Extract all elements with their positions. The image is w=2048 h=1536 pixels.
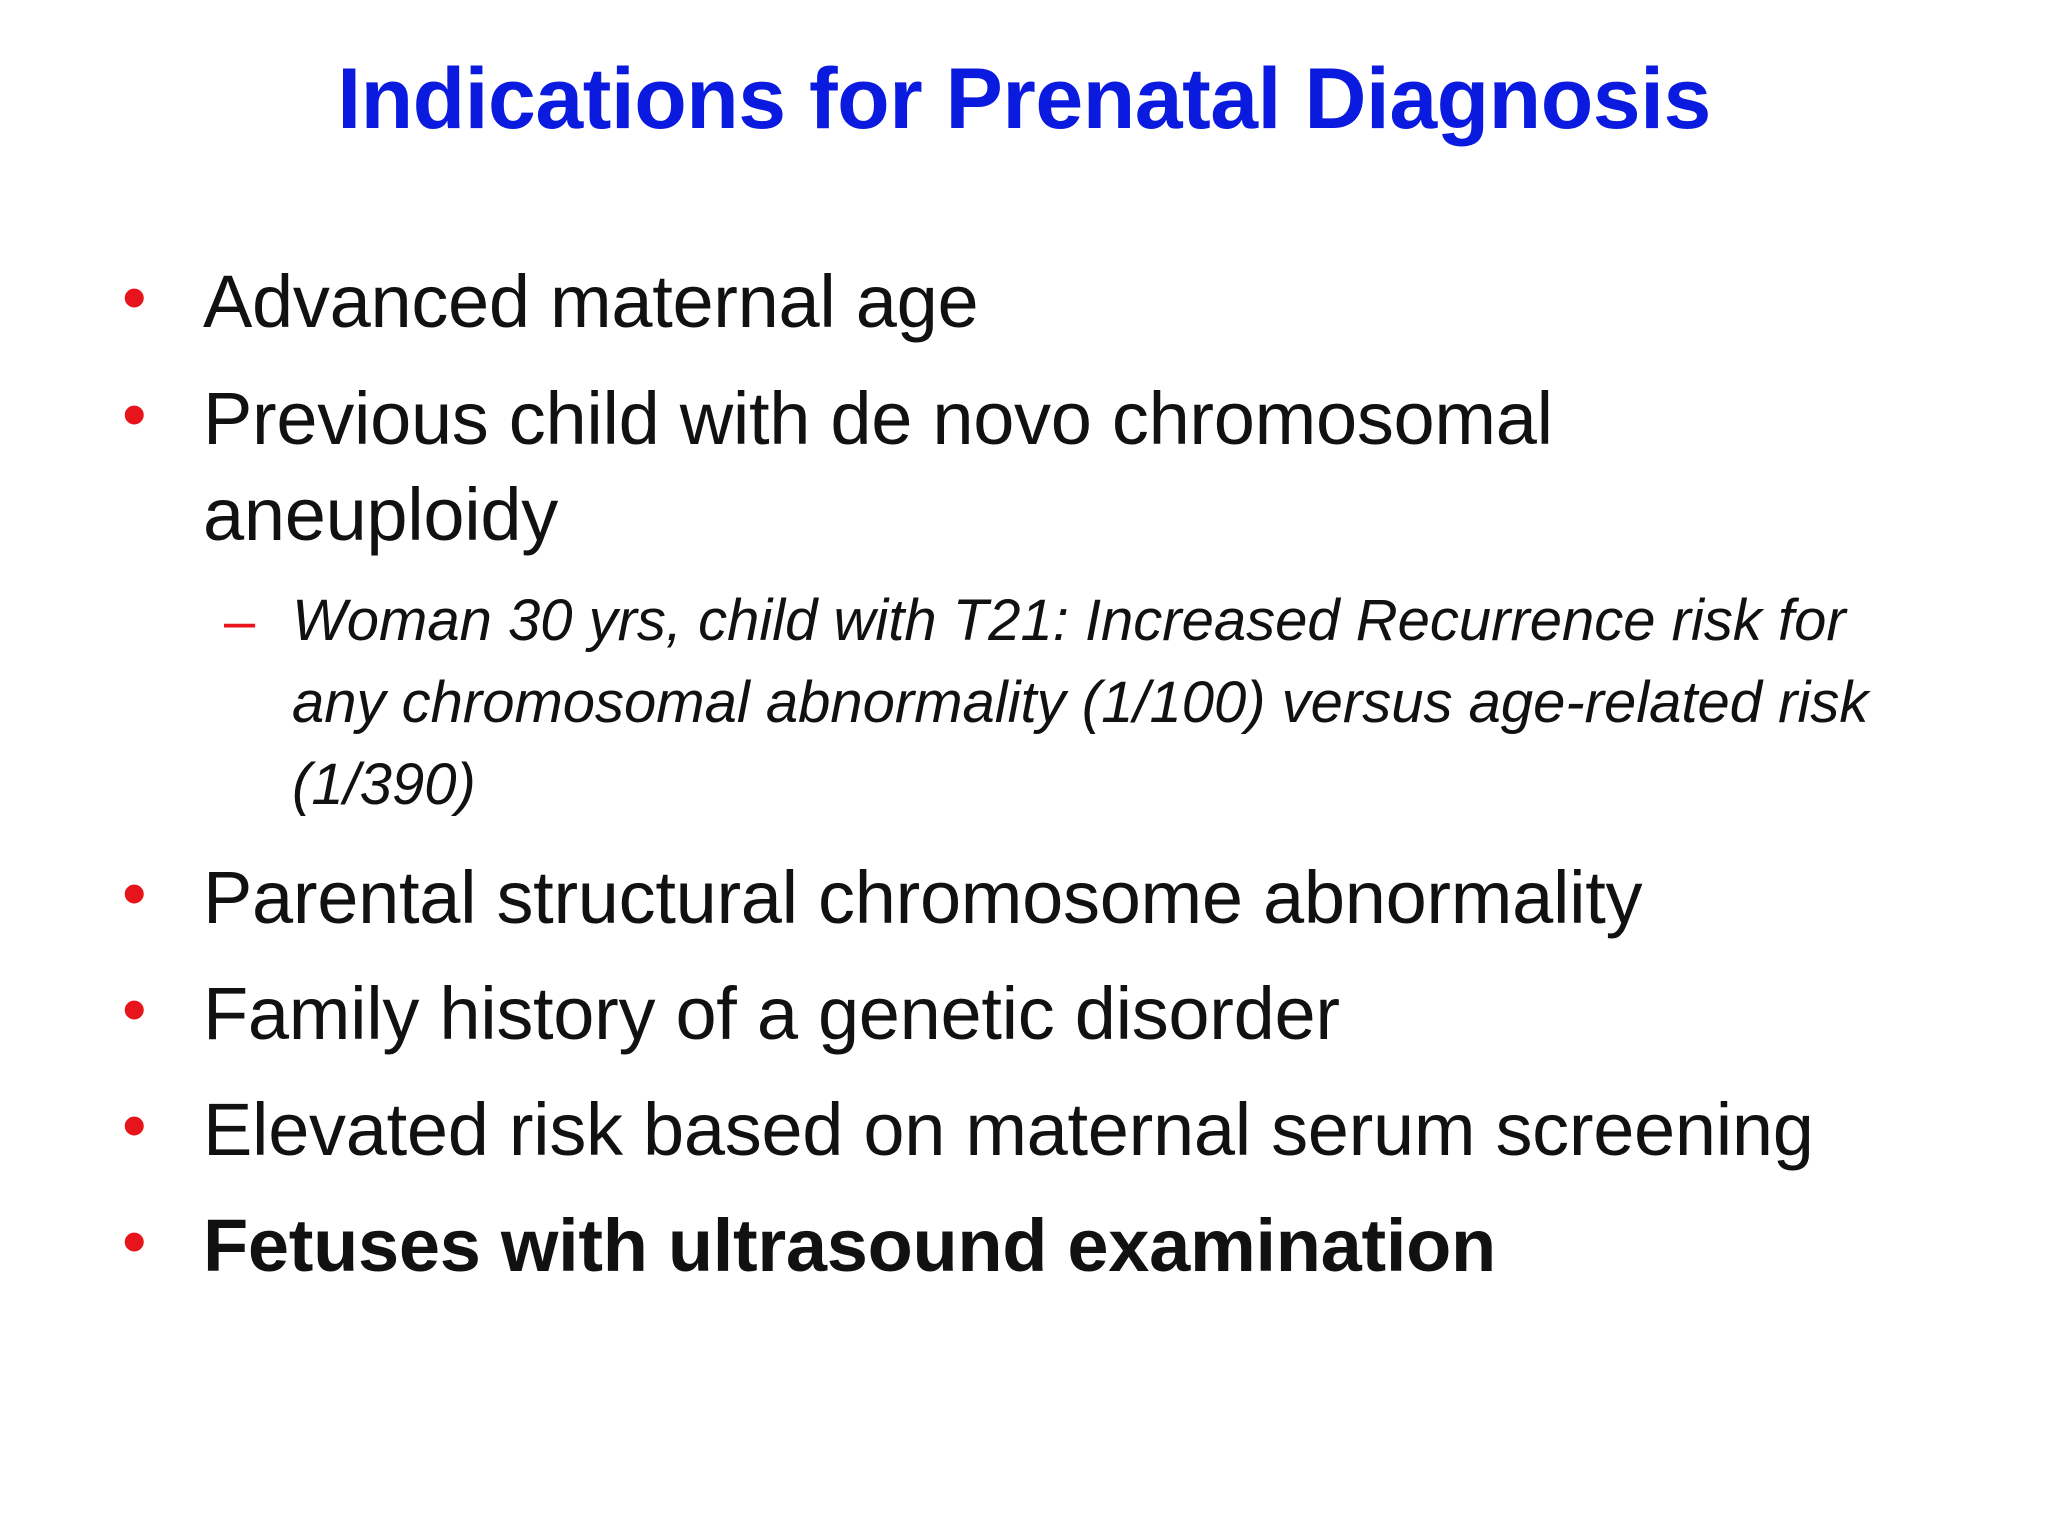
bullet-icon: • <box>122 375 147 453</box>
bullet-icon: • <box>122 1202 147 1280</box>
list-item-text: Parental structural chromosome abnormality <box>203 856 1643 939</box>
dash-icon: – <box>224 589 256 652</box>
sub-item-text: Woman 30 yrs, child with T21: Increased Recurrence risk for any chromosomal abnormality (1/100) versus age-related risk (1/390) <box>292 588 1869 817</box>
slide-title: Indications for Prenatal Diagnosis <box>337 51 1711 147</box>
bullet-icon: • <box>122 258 147 336</box>
list-item-text: Previous child with de novo chromosomal aneuploidy <box>203 377 1553 556</box>
list-item-text: Family history of a genetic disorder <box>203 972 1340 1055</box>
list-item-text: Fetuses with ultrasound examination <box>203 1204 1496 1287</box>
bullet-icon: • <box>122 1086 147 1164</box>
bullet-icon: • <box>122 854 147 932</box>
list-item-text: Elevated risk based on maternal serum screening <box>203 1088 1814 1171</box>
bullet-icon: • <box>122 970 147 1048</box>
list-item-text: Advanced maternal age <box>203 260 979 343</box>
